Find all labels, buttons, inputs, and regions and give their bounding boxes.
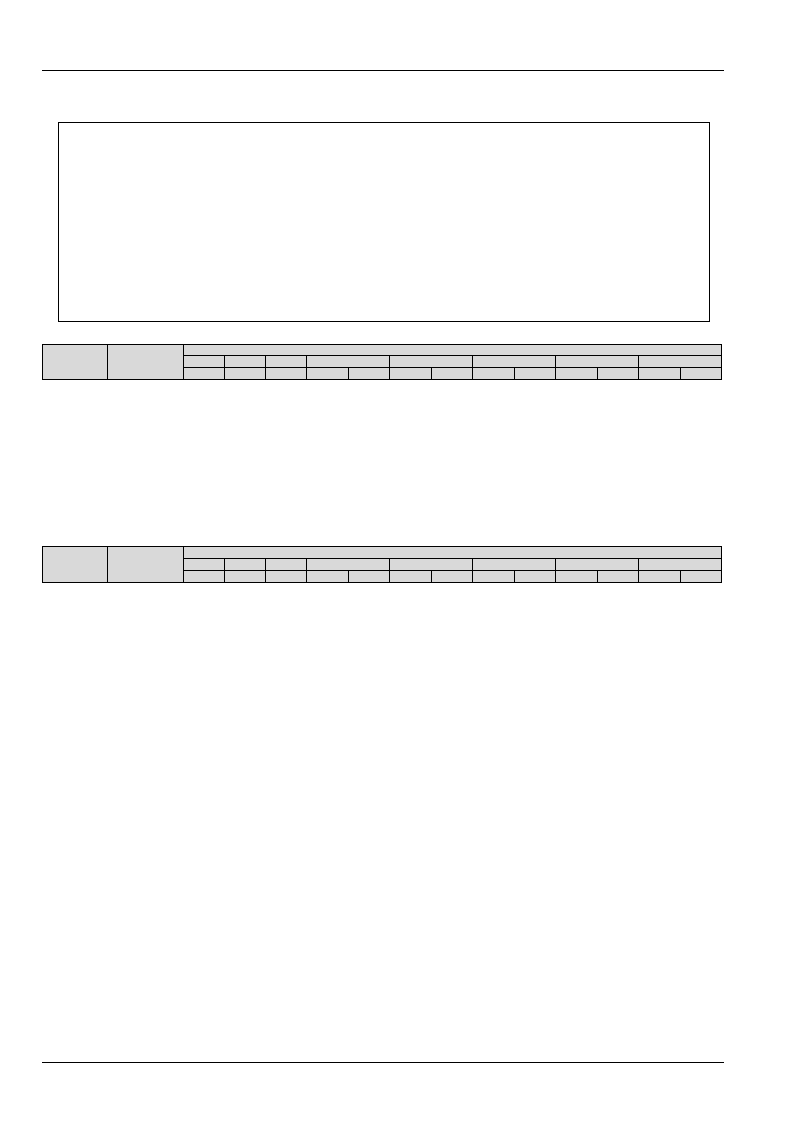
unit-blank [225, 571, 266, 583]
wheel-track-drawing [59, 123, 709, 321]
unit-in [349, 368, 390, 380]
col-g [556, 356, 639, 368]
col-d [307, 356, 390, 368]
col-a [184, 356, 225, 368]
col-tyres [108, 547, 184, 583]
col-e [390, 559, 473, 571]
col-wheel-tracks [184, 345, 722, 356]
unit-blank [184, 571, 225, 583]
unit-in [349, 571, 390, 583]
col-d [307, 559, 390, 571]
col-b [225, 356, 266, 368]
col-wheel-tracks [184, 547, 722, 559]
col-models [43, 345, 108, 380]
col-c [266, 356, 307, 368]
unit-mm [390, 368, 432, 380]
col-c [266, 559, 307, 571]
wheel-tracks-table [42, 344, 722, 380]
unit-in [681, 571, 722, 583]
col-f [473, 356, 556, 368]
col-g [556, 559, 639, 571]
unit-in [681, 368, 722, 380]
col-models [43, 547, 108, 583]
unit-mm [473, 571, 515, 583]
unit-in [598, 368, 639, 380]
heavy-duty-wheel-tracks-table [42, 546, 722, 583]
unit-in [515, 571, 556, 583]
unit-in [432, 368, 473, 380]
unit-mm [473, 368, 515, 380]
col-e [390, 356, 473, 368]
col-h [639, 559, 722, 571]
unit-mm [639, 368, 681, 380]
col-f [473, 559, 556, 571]
unit-mm [556, 368, 598, 380]
unit-in [598, 571, 639, 583]
col-a [184, 559, 225, 571]
unit-mm [390, 571, 432, 583]
col-h [639, 356, 722, 368]
footer-rule [42, 1062, 724, 1063]
wheel-track-diagram [58, 122, 710, 322]
unit-blank [184, 368, 225, 380]
unit-blank [225, 368, 266, 380]
col-tyres [108, 345, 184, 380]
unit-mm [307, 368, 349, 380]
unit-mm [307, 571, 349, 583]
unit-mm [556, 571, 598, 583]
unit-blank [266, 368, 307, 380]
unit-in [515, 368, 556, 380]
unit-mm [639, 571, 681, 583]
unit-in [432, 571, 473, 583]
col-b [225, 559, 266, 571]
header-rule [42, 70, 724, 71]
unit-blank [266, 571, 307, 583]
